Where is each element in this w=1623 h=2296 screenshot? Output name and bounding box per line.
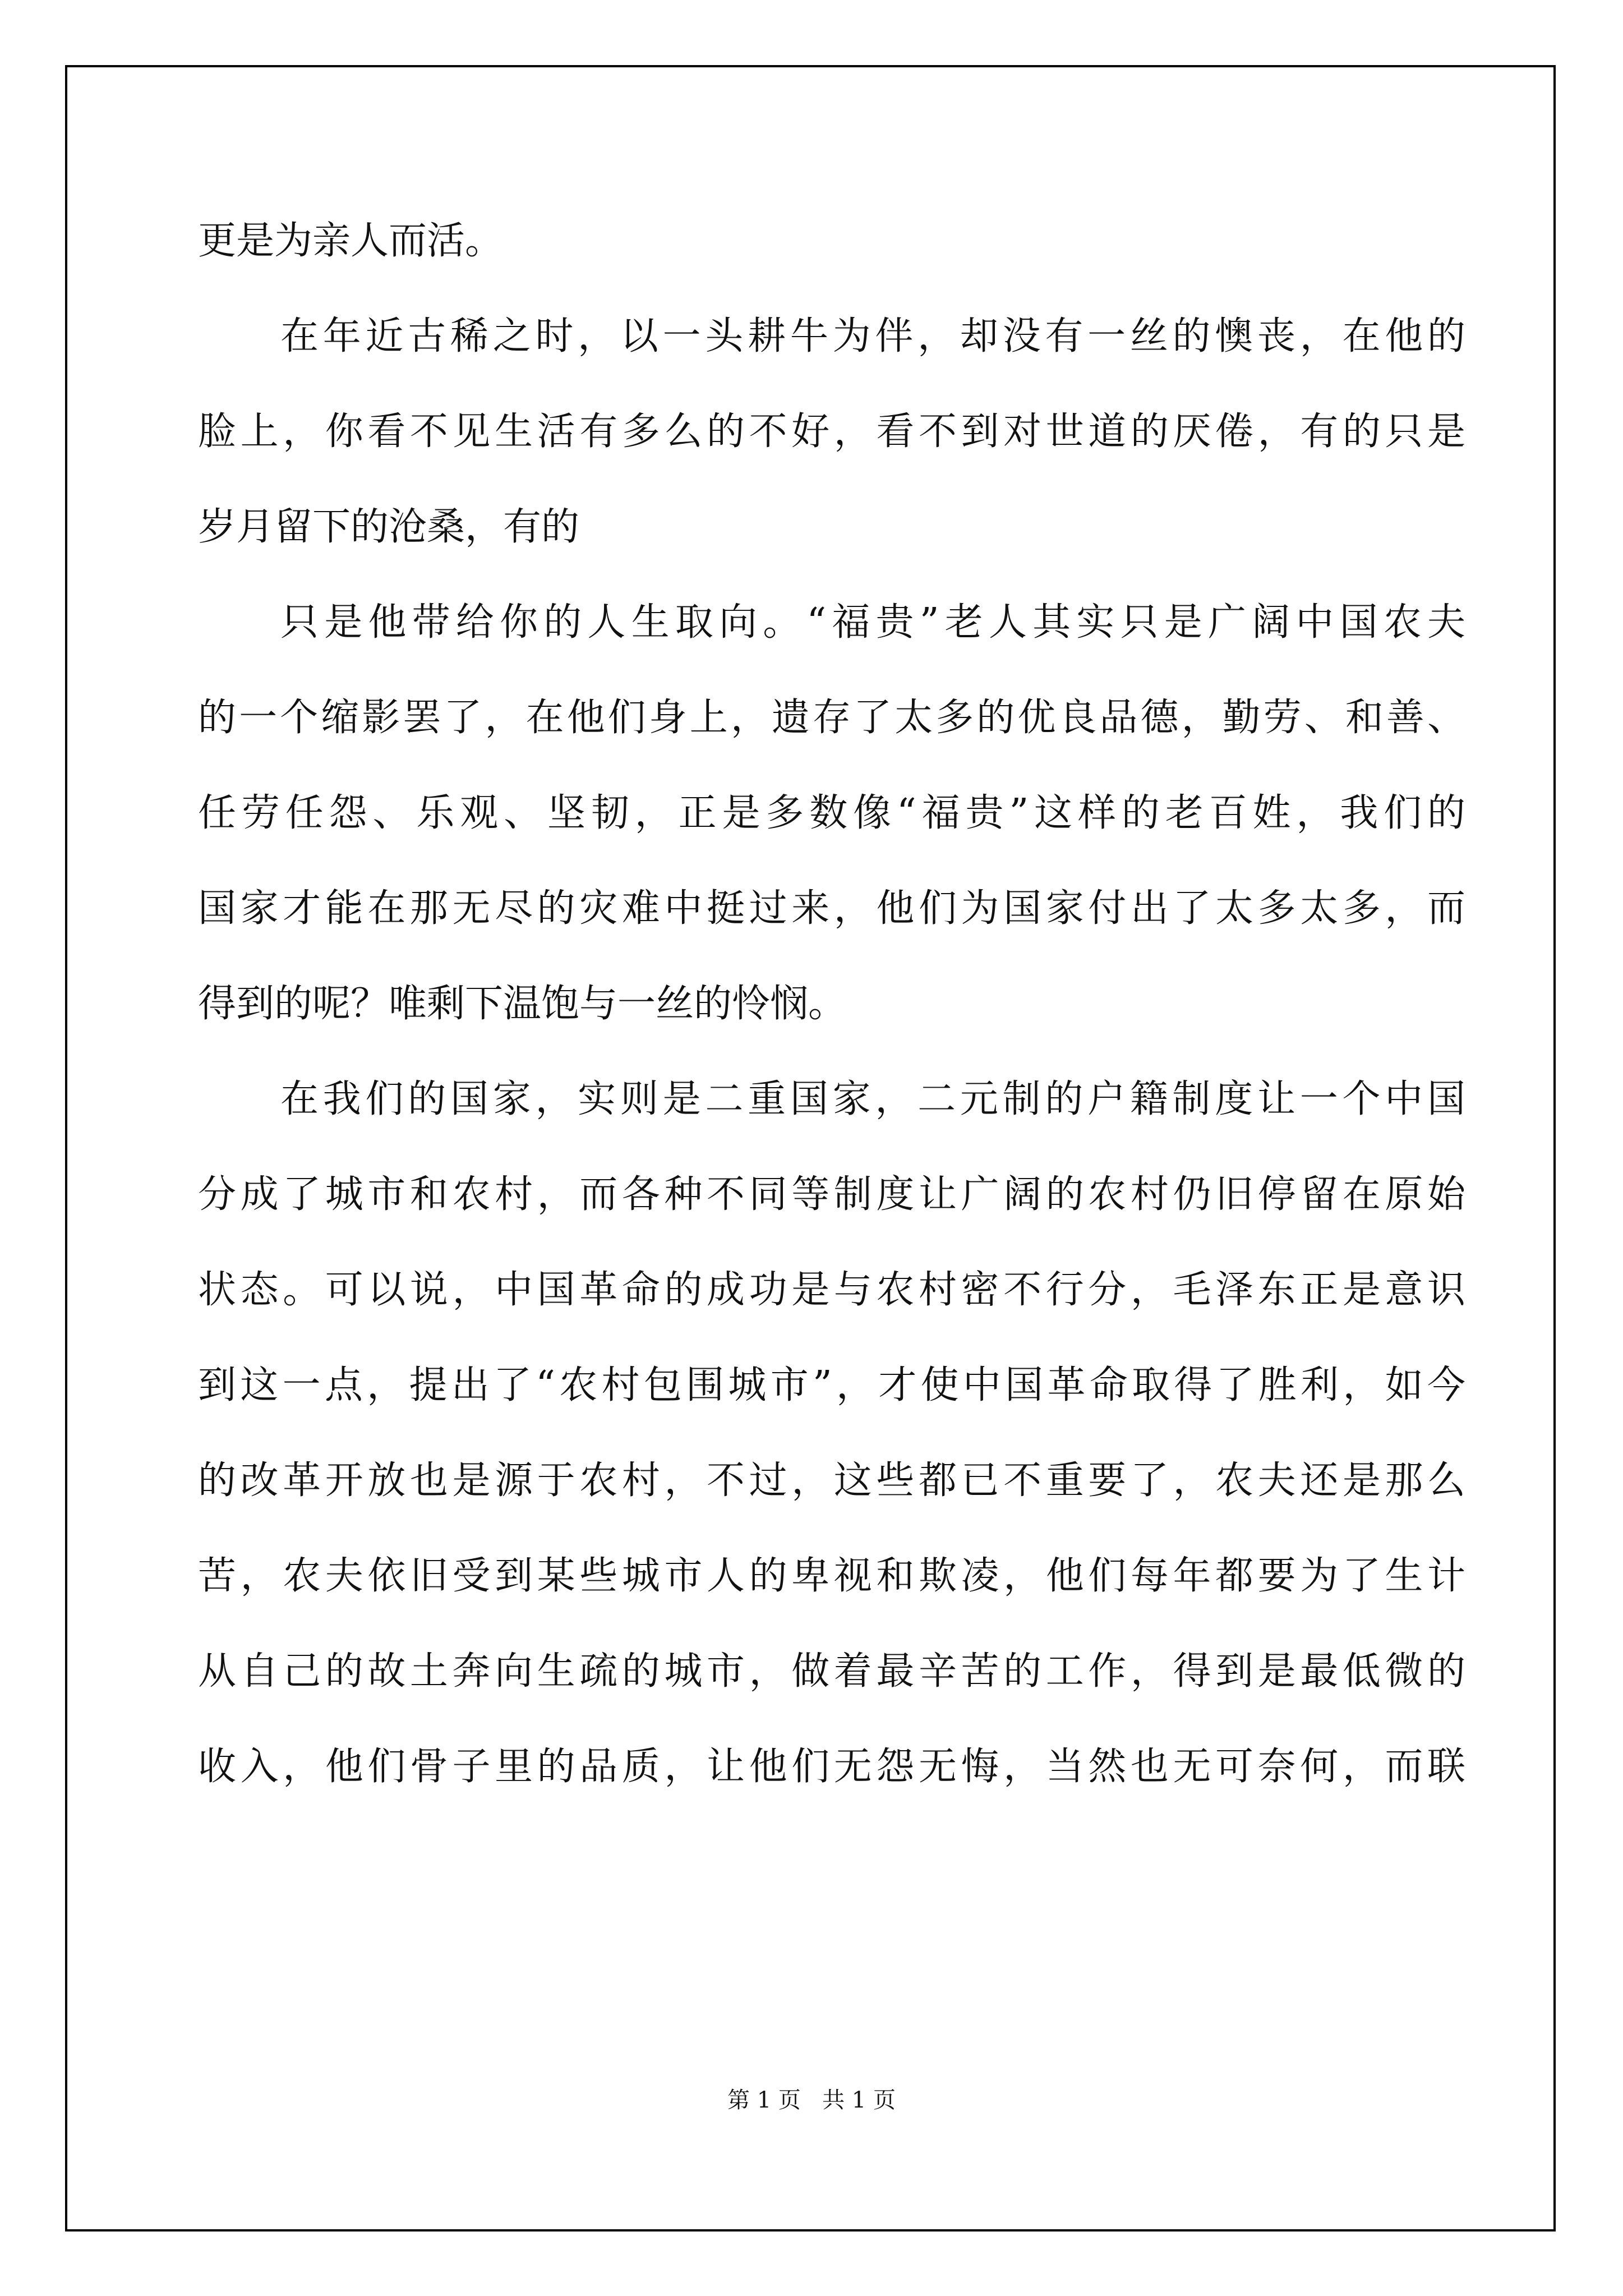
text-line: 得到的呢？唯剩下温饱与一丝的怜悯。 (198, 982, 847, 1026)
text-line: 状态。可以说，中国革命的成功是与农村密不行分，毛泽东正是意识 (198, 1268, 1465, 1312)
text-line: 更是为亲人而活。 (198, 219, 504, 263)
page-number: 第 1 页 共 1 页 (727, 2087, 896, 2113)
text-line: 在年近古稀之时，以一头耕牛为伴，却没有一丝的懊丧，在他的 (280, 314, 1465, 358)
text-line: 从自己的故土奔向生疏的城市，做着最辛苦的工作，得到是最低微的 (198, 1649, 1465, 1694)
text-line: 苦，农夫依旧受到某些城市人的卑视和欺凌，他们每年都要为了生计 (198, 1554, 1465, 1598)
text-line: 任劳任怨、乐观、坚韧，正是多数像“福贵”这样的老百姓，我们的 (198, 791, 1465, 835)
text-line: 的一个缩影罢了，在他们身上，遗存了太多的优良品德，勤劳、和善、 (198, 696, 1465, 740)
text-line: 只是他带给你的人生取向。“福贵”老人其实只是广阔中国农夫 (280, 600, 1465, 645)
text-line: 到这一点，提出了“农村包围城市”，才使中国革命取得了胜利，如今 (198, 1363, 1465, 1407)
text-line: 国家才能在那无尽的灾难中挺过来，他们为国家付出了太多太多，而 (198, 886, 1465, 931)
page-border (65, 65, 1556, 2231)
text-line: 分成了城市和农村，而各种不同等制度让广阔的农村仍旧停留在原始 (198, 1172, 1465, 1217)
text-line: 收入，他们骨子里的品质，让他们无怨无悔，当然也无可奈何，而联 (198, 1745, 1465, 1789)
text-line: 的改革开放也是源于农村，不过，这些都已不重要了，农夫还是那么 (198, 1458, 1465, 1503)
text-line: 在我们的国家，实则是二重国家，二元制的户籍制度让一个中国 (280, 1077, 1465, 1121)
text-line: 脸上，你看不见生活有多么的不好，看不到对世道的厌倦，有的只是 (198, 409, 1465, 454)
text-line: 岁月留下的沧桑，有的 (198, 505, 580, 549)
